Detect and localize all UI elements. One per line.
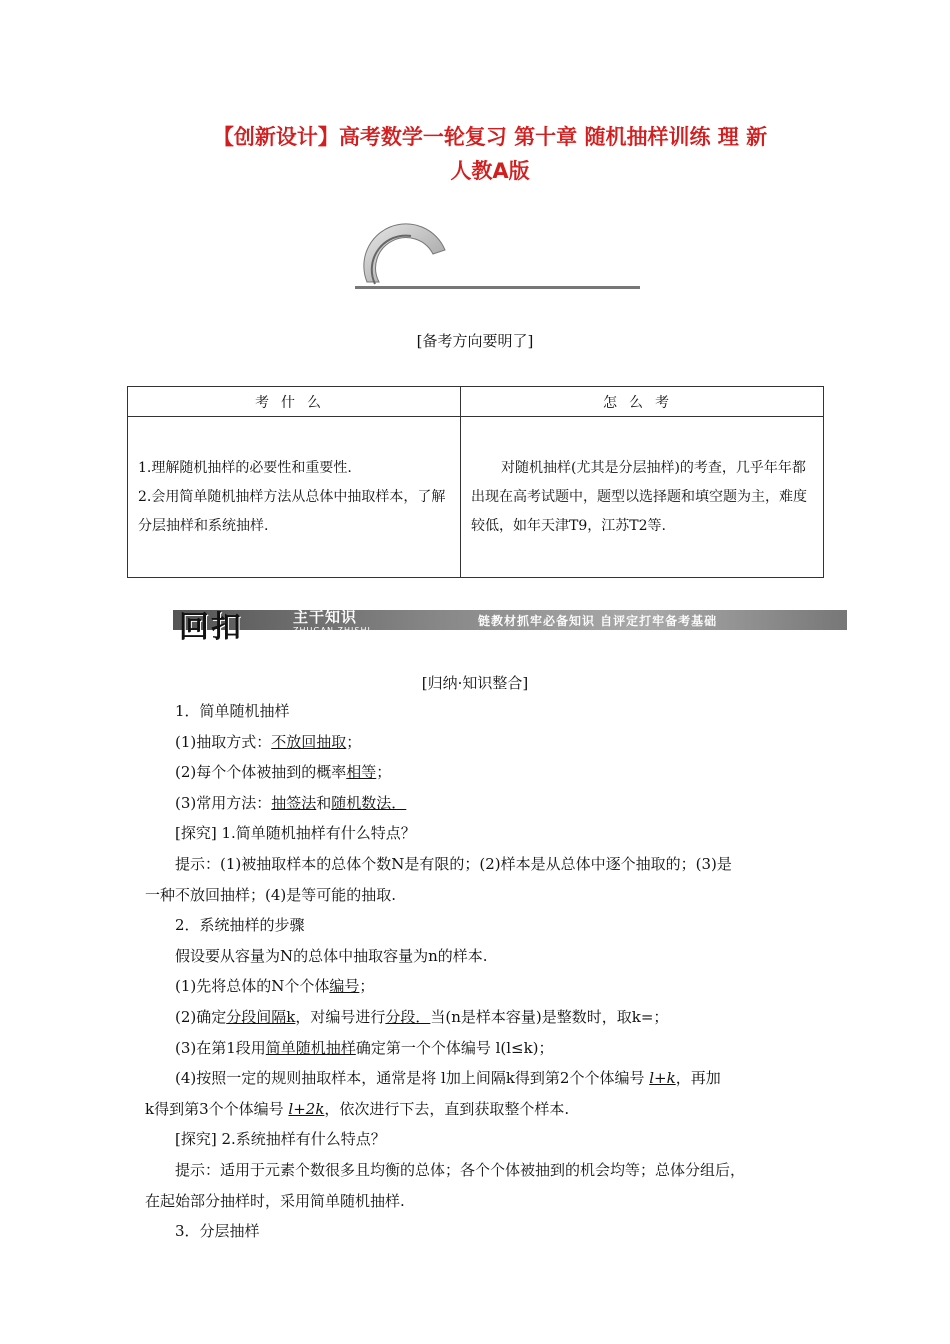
text: 当(n是样本容量)是整数时，取k=； <box>430 1007 669 1026</box>
text: (1)抽取方式： <box>175 732 272 751</box>
text: (2)确定 <box>175 1007 227 1026</box>
answer-1-line-2: 一种不放回抽样；(4)是等可能的抽取. <box>145 885 397 904</box>
s2-title: 2．系统抽样的步骤 <box>175 916 305 935</box>
s2-line-4 <box>145 1063 811 1094</box>
s2-intro: 假设要从容量为N的总体中抽取容量为n的样本. <box>175 946 488 965</box>
decorative-arc-logo <box>355 222 640 294</box>
answer-2-line-2: 在起始部分抽样时，采用简单随机抽样. <box>145 1191 405 1210</box>
heading-knowledge: [归纳·知识整合] <box>421 674 529 692</box>
s2-line-2 <box>145 1002 811 1033</box>
answer-underline: 相等 <box>346 763 377 782</box>
text: 确定第一个个体编号 l(l≤k)； <box>355 1038 554 1057</box>
table-header-what: 考什么 <box>128 387 461 417</box>
answer-underline: 简单随机抽样 <box>265 1038 356 1057</box>
banner-en-text: ZHUGAN ZHISHI <box>293 626 371 635</box>
question-2: [探究] 2.系统抽样有什么特点？ <box>175 1130 386 1149</box>
s2-line-5 <box>145 1094 811 1125</box>
answer-underline: 随机数法． <box>331 793 407 812</box>
text: ，依次进行下去，直到获取整个样本. <box>324 1099 570 1118</box>
answer-underline: l+k <box>649 1069 676 1088</box>
exam-direction-table <box>127 386 824 578</box>
text: (2)每个个体被抽到的概率 <box>175 763 347 782</box>
text: ； <box>359 977 375 996</box>
answer-1-line-1: 提示：(1)被抽取样本的总体个数N是有限的；(2)样本是从总体中逐个抽取的；(3)是 <box>175 854 732 873</box>
answer-underline: l+2k <box>288 1099 325 1118</box>
text: (4)按照一定的规则抽取样本，通常是将 l加上间隔k得到第2个个体编号 <box>175 1069 650 1088</box>
document-title <box>140 120 840 188</box>
s2-line-1 <box>145 971 811 1002</box>
s2-line-3 <box>145 1033 811 1064</box>
answer-underline: 分段间隔k <box>226 1007 296 1026</box>
question-1: [探究] 1.简单随机抽样有什么特点？ <box>175 824 416 843</box>
text: ； <box>346 732 362 751</box>
text: (3)在第1段用 <box>175 1038 266 1057</box>
table-cell-how: 对随机抽样(尤其是分层抽样)的考查，几乎年年都出现在高考试题中，题型以选择题和填空题为主，难度较低，如年天津T9，江苏T2等. <box>461 417 824 578</box>
text: ，对编号进行 <box>295 1007 386 1026</box>
answer-underline: 不放回抽取 <box>271 732 347 751</box>
table-cell-what <box>128 417 461 578</box>
s1-line-1 <box>145 727 811 758</box>
answer-underline: 抽签法 <box>271 793 317 812</box>
what-item-1: 1.理解随机抽样的必要性和重要性. <box>138 459 352 476</box>
text: ； <box>376 763 392 782</box>
text: (3)常用方法： <box>175 793 272 812</box>
heading-exam-direction: [备考方向要明了] <box>416 332 534 350</box>
s1-line-2 <box>145 757 811 788</box>
text: (1)先将总体的N个个体 <box>175 977 330 996</box>
answer-underline: 编号 <box>329 977 360 996</box>
section-banner <box>173 604 847 645</box>
title-line-1: 【创新设计】高考数学一轮复习 第十章 随机抽样训练 理 新 <box>212 125 768 149</box>
text: 和 <box>316 793 332 812</box>
table-header-how: 怎么考 <box>461 387 824 417</box>
s1-line-3 <box>145 788 811 819</box>
what-item-2: 2.会用简单随机抽样方法从总体中抽取样本，了解分层抽样和系统抽样. <box>138 488 446 534</box>
banner-big-text: 回扣 <box>179 610 243 645</box>
banner-slogan: 链教材抓牢必备知识 自评定打牢备考基础 <box>478 614 718 628</box>
s3-title: 3．分层抽样 <box>175 1222 260 1241</box>
s1-title: 1．简单随机抽样 <box>175 702 290 720</box>
text: k得到第3个个体编号 <box>145 1099 289 1118</box>
content-body <box>145 696 811 1247</box>
text: ，再加 <box>675 1069 721 1088</box>
answer-underline: 分段． <box>385 1007 431 1026</box>
title-line-2: 人教A版 <box>450 159 530 183</box>
answer-2-line-1: 提示：适用于元素个数很多且均衡的总体；各个个体被抽到的机会均等；总体分组后， <box>175 1160 746 1179</box>
banner-zh-text: 主干知识 <box>293 608 358 626</box>
